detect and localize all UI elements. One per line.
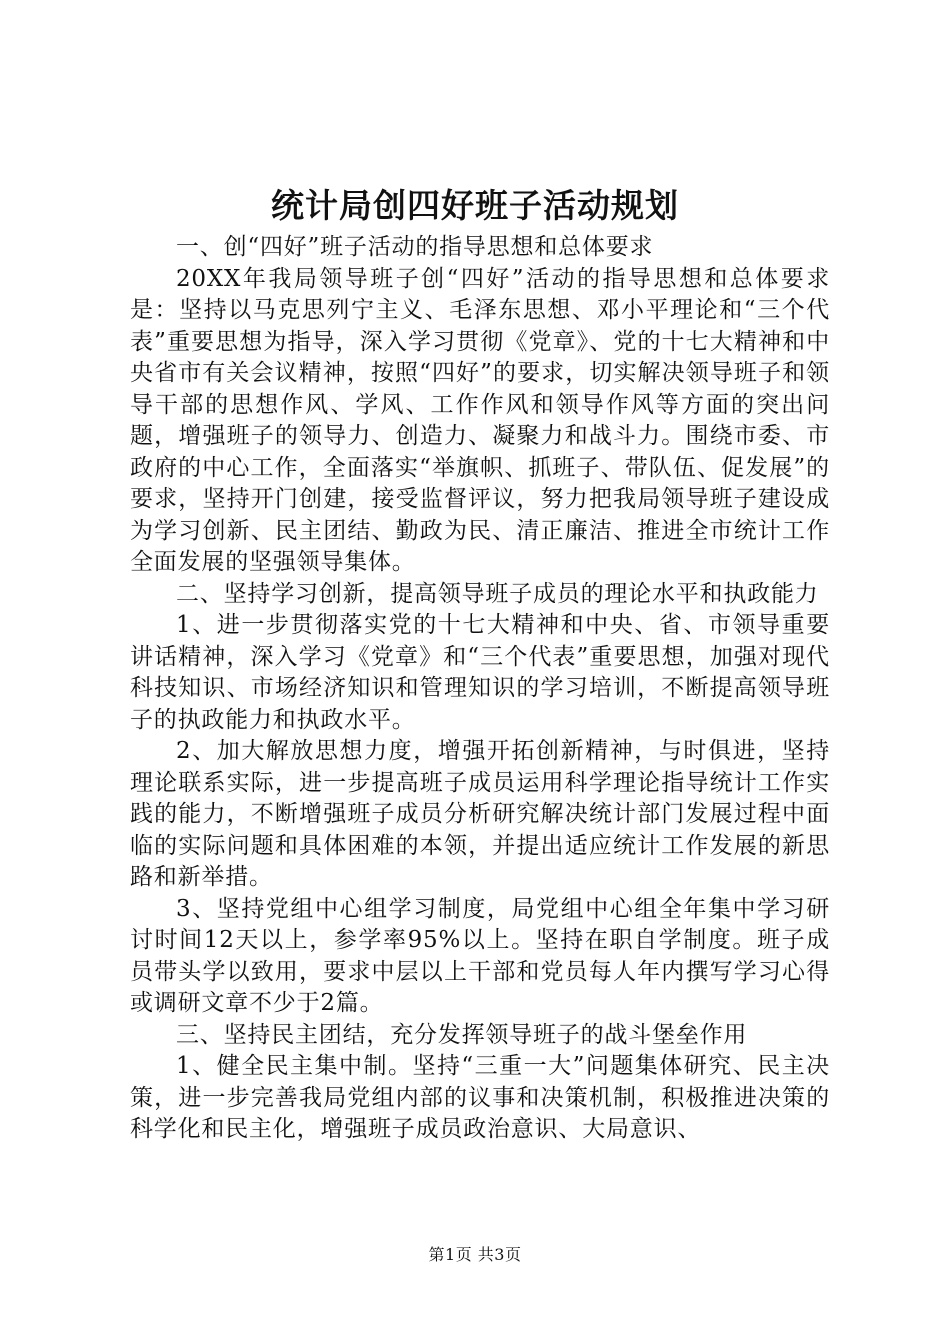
- document-title: 统计局创四好班子活动规划: [271, 186, 679, 225]
- page-footer: 第1页 共3页: [428, 1245, 522, 1264]
- paragraph-item-2-1: 1、进一步贯彻落实党的十七大精神和中央、省、市领导重要讲话精神，深入学习《党章》和“三个代表”重要思想，加强对现代科技知识、市场经济知识和管理知识的学习培训，不断提高领导班子的执政能力和执政水平。: [130, 612, 830, 733]
- section-heading-1: 一、创“四好”班子活动的指导思想和总体要求: [176, 234, 654, 260]
- paragraph-item-3-1: 1、健全民主集中制。坚持“三重一大”问题集体研究、民主决策，进一步完善我局党组内部的议事和决策机制，积极推进决策的科学化和民主化，增强班子成员政治意识、大局意识、: [130, 1053, 830, 1142]
- paragraph-item-2-2: 2、加大解放思想力度，增强开拓创新精神，与时俱进，坚持理论联系实际，进一步提高班子成员运用科学理论指导统计工作实践的能力，不断增强班子成员分析研究解决统计部门发展过程中面临的实际问题和具体困难的本领，并提出适应统计工作发展的新思路和新举措。: [130, 738, 830, 890]
- paragraph-item-2-3: 3、坚持党组中心组学习制度，局党组中心组全年集中学习研讨时间12天以上，参学率95%以上。坚持在职自学制度。班子成员带头学以致用，要求中层以上干部和党员每人年内撰写学习心得或调研文章不少于2篇。: [130, 895, 830, 1016]
- section-heading-3: 三、坚持民主团结，充分发挥领导班子的战斗堡垒作用: [176, 1021, 748, 1048]
- document-body: [130, 232, 830, 1146]
- paragraph-guiding-ideology: 20XX年我局领导班子创“四好”活动的指导思想和总体要求是：坚持以马克思列宁主义、毛泽东思想、邓小平理论和“三个代表”重要思想为指导，深入学习贯彻《党章》、党的十七大精神和中央省市有关会议精神，按照“四好”的要求，切实解决领导班子和领导干部的思想作风、学风、工作作风和领导作风等方面的突出问题，增强班子的领导力、创造力、凝聚力和战斗力。围绕市委、市政府的中心工作，全面落实“举旗帜、抓班子、带队伍、促发展”的要求，坚持开门创建，接受监督评议，努力把我局领导班子建设成为学习创新、民主团结、勤政为民、清正廉洁、推进全市统计工作全面发展的坚强领导集体。: [130, 265, 830, 575]
- section-heading-2: 二、坚持学习创新，提高领导班子成员的理论水平和执政能力: [176, 580, 819, 607]
